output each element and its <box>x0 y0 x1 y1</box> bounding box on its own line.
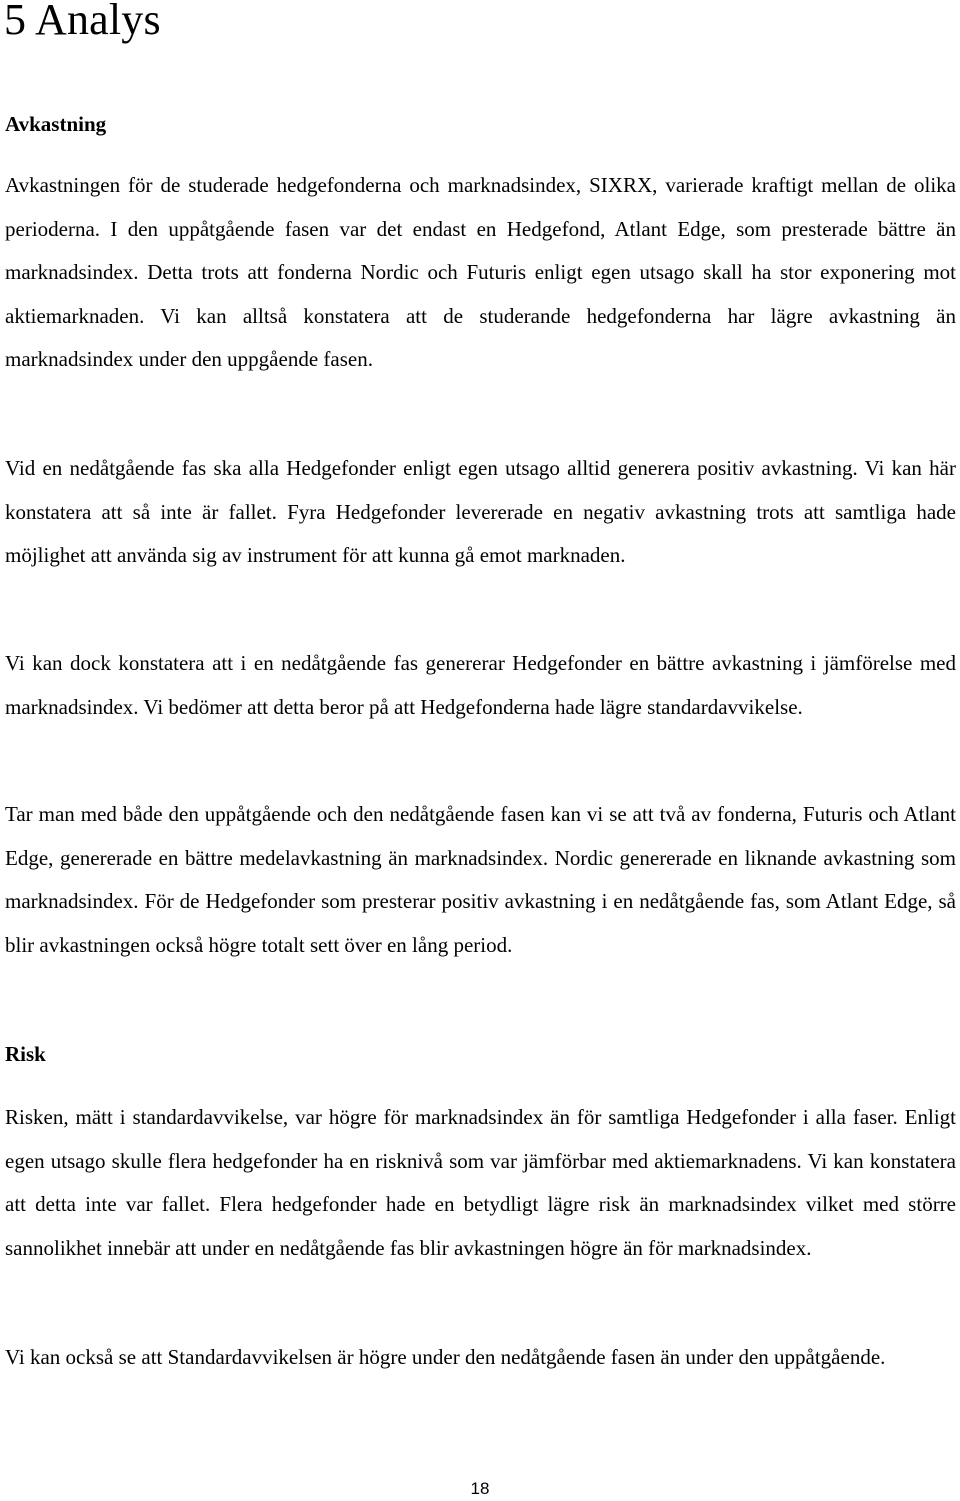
paragraph-avkastning-2: Vid en nedåtgående fas ska alla Hedgefonder enligt egen utsago alltid generera positiv avkastning. Vi kan här konstatera att så inte är fallet. Fyra Hedgefonder levererade en negativ avkastning trots att samtliga hade möjlighet att använda sig av instrument för att kunna gå emot marknaden. <box>5 456 956 568</box>
page-number: 18 <box>470 1479 490 1498</box>
section-heading-risk: Risk <box>5 1042 46 1066</box>
paragraph-avkastning-3: Vi kan dock konstatera att i en nedåtgående fas genererar Hedgefonder en bättre avkastning i jämförelse med marknadsindex. Vi bedömer att detta beror på att Hedgefonderna hade lägre standardavvikelse. <box>5 651 956 719</box>
paragraph-avkastning-1: Avkastningen för de studerade hedgefonderna och marknadsindex, SIXRX, varierade kraftigt mellan de olika perioderna. I den uppåtgående fasen var det endast en Hedgefond, Atlant Edge, som presterade bättre än marknadsindex. Detta trots att fonderna Nordic och Futuris enligt egen utsago skall ha stor exponering mot aktiemarknaden. Vi kan alltså konstatera att de studerande hedgefonderna har lägre avkastning än marknadsindex under den uppgående fasen. <box>5 173 956 372</box>
paragraph-avkastning-4: Tar man med både den uppåtgående och den nedåtgående fasen kan vi se att två av fonderna, Futuris och Atlant Edge, genererade en bättre medelavkastning än marknadsindex. Nordic genererade en liknande avkastning som marknadsindex. För de Hedgefonder som presterar positiv avkastning i en nedåtgående fas, som Atlant Edge, så blir avkastningen också högre totalt sett över en lång period. <box>5 802 956 957</box>
section-heading-avkastning: Avkastning <box>5 112 107 136</box>
paragraph-risk-2: Vi kan också se att Standardavvikelsen är högre under den nedåtgående fasen än under den uppåtgående. <box>5 1345 886 1369</box>
chapter-title: 5 Analys <box>4 0 161 44</box>
paragraph-risk-1: Risken, mätt i standardavvikelse, var högre för marknadsindex än för samtliga Hedgefonder i alla faser. Enligt egen utsago skulle flera hedgefonder ha en risknivå som var jämförbar med aktiemarknadens. Vi kan konstatera att detta inte var fallet. Flera hedgefonder hade en betydligt lägre risk än marknadsindex vilket med större sannolikhet innebär att under en nedåtgående fas blir avkastningen högre än för marknadsindex. <box>5 1105 956 1260</box>
